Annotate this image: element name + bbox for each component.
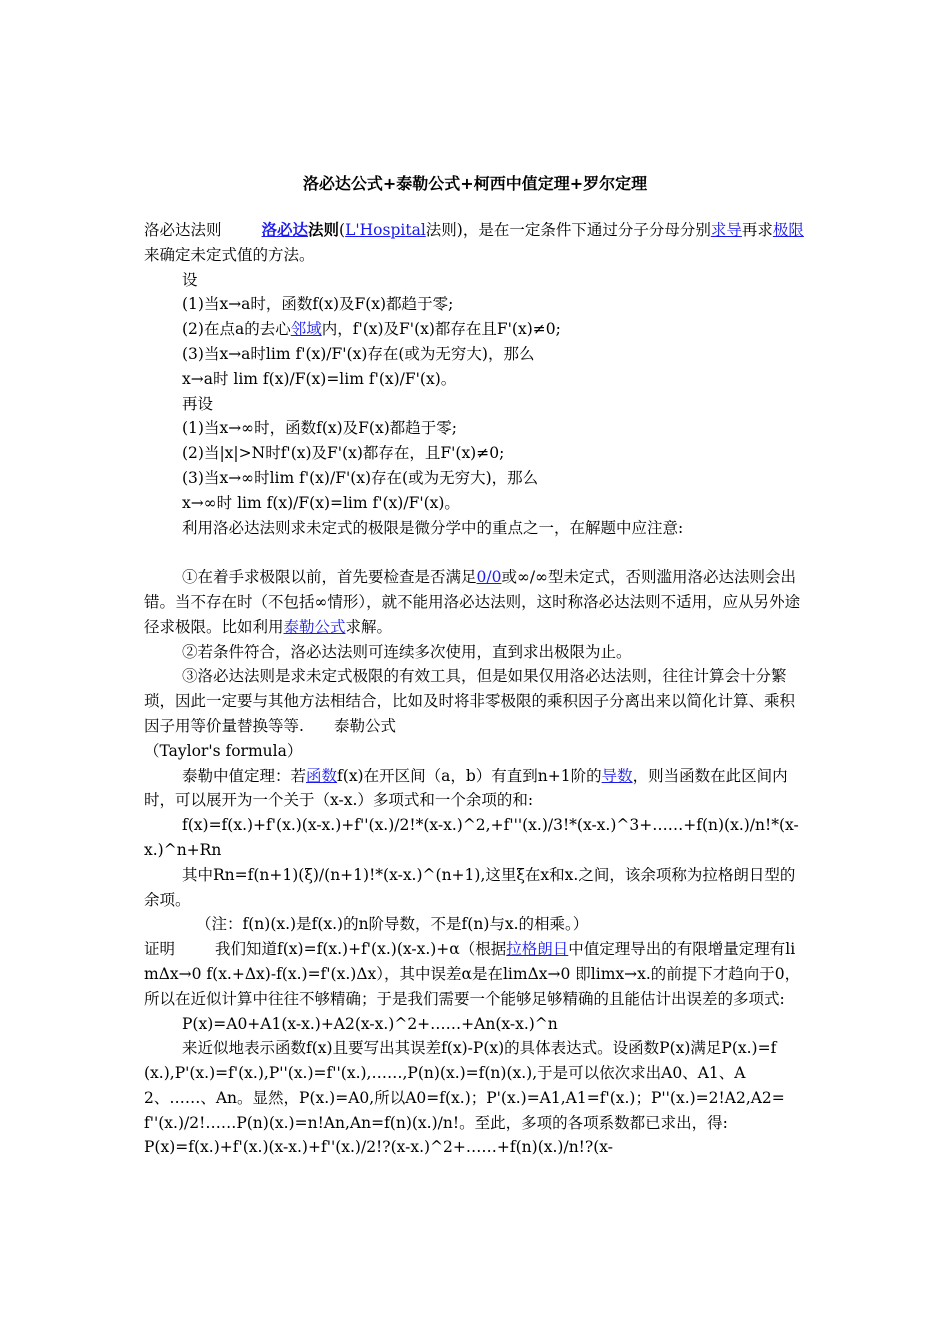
note-text: （注：f(n)(x.)是f(x.)的n阶导数，不是f(n)与x.的相乘。） [196, 915, 589, 934]
text-line: (2)在点a的去心邻域内，f'(x)及F'(x)都存在且F'(x)≠0; [182, 320, 561, 339]
derivative-link-2[interactable]: 导数 [601, 766, 633, 785]
text-line: 利用洛必达法则求未定式的极限是微分学中的重点之一，在解题中应注意: [182, 518, 684, 537]
final-formula: P(x)=f(x.)+f'(x.)(x-x.)+f''(x.)/2!?(x-x.)^2+……+f(n)(x.)/n!?(x- [144, 1138, 613, 1157]
polynomial-formula: P(x)=A0+A1(x-x.)+A2(x-x.)^2+……+An(x-x.)^n [182, 1014, 558, 1033]
zero-over-zero-link[interactable]: 0/0 [476, 568, 502, 587]
text-line: x→∞时 lim f(x)/F(x)=lim f'(x)/F'(x)。 [182, 493, 460, 512]
text-line: (1)当x→∞时，函数f(x)及F(x)都趋于零; [182, 419, 457, 438]
function-link[interactable]: 函数 [306, 766, 338, 785]
lhospital-intro: 洛必达法则 洛必达法则(L'Hospital法则)，是在一定条件下通过分子分母分别求导再求极限来确定未定式值的方法。 [144, 221, 804, 264]
page-title: 洛必达公式+泰勒公式+柯西中值定理+罗尔定理 [302, 174, 648, 193]
lagrange-link[interactable]: 拉格朗日 [506, 940, 569, 959]
approx-paragraph: 来近似地表示函数f(x)且要写出其误差f(x)-P(x)的具体表达式。设函数P(x)满足P(x.)=f(x.),P'(x.)=f'(x.),P''(x.)=f''(x.),……,P(n)(x.)=f(n)(x.),于是可以依次求出A0、A1、A2、……、An。显然，P(x.)=A0,所以A0=f(x.)；P'(x.)=A1,A1=f'(x.)；P''(x.)=2!A2,A2=f''(x.)/2!……P(n)(x.)=n!An,An=f(n)(x.)/n!。至此，多项的各项系数都已求出，得: [144, 1039, 785, 1132]
neighborhood-link[interactable]: 邻域 [290, 320, 322, 339]
note-1: ①在着手求极限以前，首先要检查是否满足0/0或∞/∞型未定式，否则滥用洛必达法则会出错。当不存在时（不包括∞情形），就不能用洛必达法则，这时称洛必达法则不适用，应从另外途径求极限。比如利用泰勒公式求解。 [144, 568, 801, 636]
note-3: ③洛必达法则是求未定式极限的有效工具，但是如果仅用洛必达法则，往往计算会十分繁琐，因此一定要与其他方法相结合，比如及时将非零极限的乘积因子分离出来以简化计算、乘积因子用等价量替换等等. 泰勒公式 [144, 667, 796, 735]
text-line: 设 [182, 270, 198, 289]
text-line: (1)当x→a时，函数f(x)及F(x)都趋于零; [182, 295, 454, 314]
taylor-formula-link[interactable]: 泰勒公式 [283, 617, 346, 636]
section-label-lhospital: 洛必达法则 [144, 221, 222, 239]
text-line: (3)当x→a时lim f'(x)/F'(x)存在(或为无穷大)，那么 [182, 344, 535, 363]
text-line: 再设 [182, 394, 214, 413]
limit-link[interactable]: 极限 [772, 221, 804, 239]
taylor-theorem: 泰勒中值定理：若函数f(x)在开区间（a，b）有直到n+1阶的导数，则当函数在此区间内时，可以展开为一个关于（x-x.）多项式和一个余项的和: [144, 766, 788, 810]
document-body [144, 218, 806, 1160]
taylor-formula: f(x)=f(x.)+f'(x.)(x-x.)+f''(x.)/2!*(x-x.)^2,+f'''(x.)/3!*(x-x.)^3+……+f(n)(x.)/n!*(x-x.)^n+Rn [144, 816, 799, 859]
text-line: x→a时 lim f(x)/F(x)=lim f'(x)/F'(x)。 [182, 369, 457, 388]
text-line: (3)当x→∞时lim f'(x)/F'(x)存在(或为无穷大)，那么 [182, 468, 539, 487]
proof-paragraph: 证明 我们知道f(x)=f(x.)+f'(x.)(x-x.)+α（根据拉格朗日中值定理导出的有限增量定理有limΔx→0 f(x.+Δx)-f(x.)=f'(x.)Δx），其中误差α是在limΔx→0 即limx→x.的前提下才趋向于0，所以在近似计算中往往不够精确；于是我们需要一个能够足够精确的且能估计出误差的多项式: [144, 940, 801, 1008]
taylor-en: （Taylor's formula） [144, 741, 303, 760]
note-2: ②若条件符合，洛必达法则可连续多次使用，直到求出极限为止。 [182, 642, 632, 661]
remainder-text: 其中Rn=f(n+1)(ξ)/(n+1)!*(x-x.)^(n+1),这里ξ在x和x.之间，该余项称为拉格朗日型的余项。 [144, 865, 796, 909]
lhospital-en-link[interactable]: L'Hospital [345, 221, 426, 239]
text-line: (2)当|x|>N时f'(x)及F'(x)都存在，且F'(x)≠0; [182, 444, 505, 463]
section-label-taylor: 泰勒公式 [333, 716, 396, 735]
derivative-link[interactable]: 求导 [710, 221, 742, 239]
lhospital-link[interactable]: 洛必达 [261, 221, 309, 239]
proof-label: 证明 [144, 940, 176, 959]
